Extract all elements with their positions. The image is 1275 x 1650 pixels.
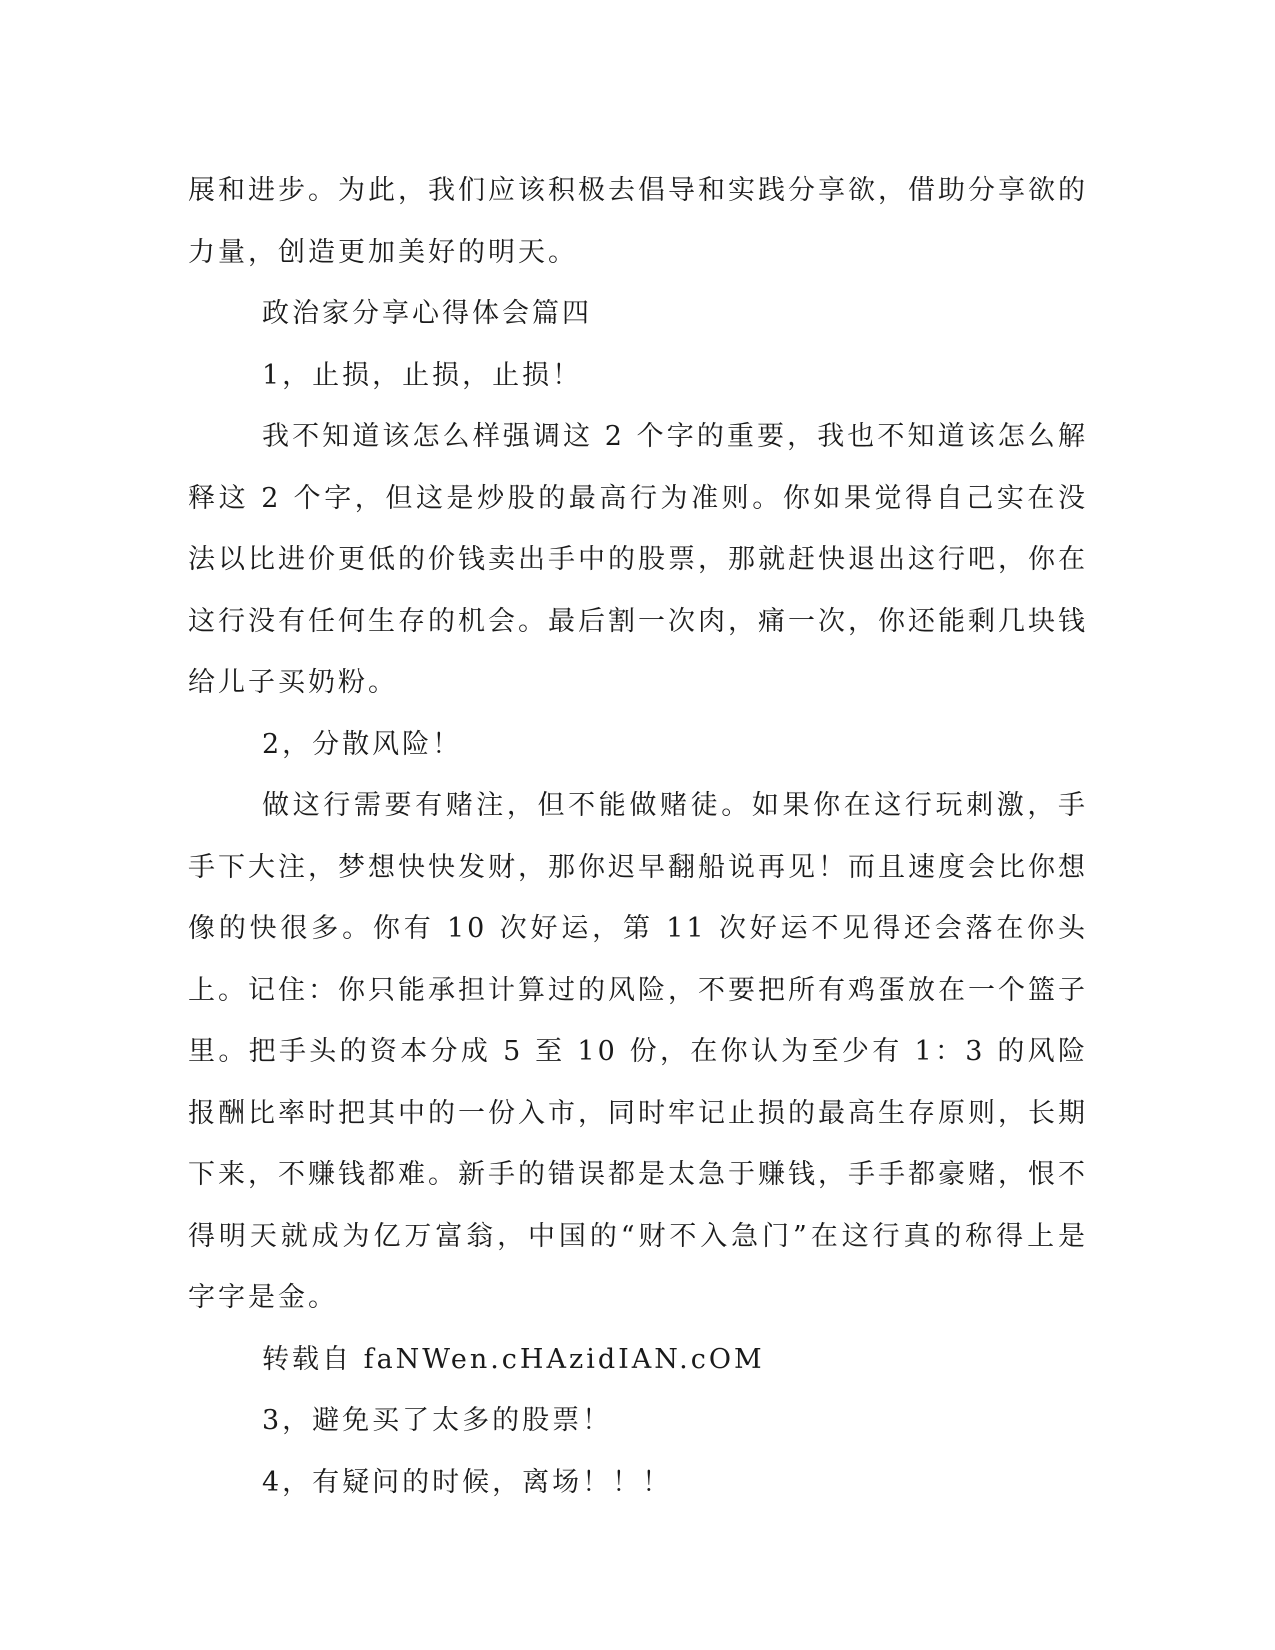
point-1-body: 我不知道该怎么样强调这 2 个字的重要，我也不知道该怎么解释这 2 个字，但这是炒股的最高行为准则。你如果觉得自己实在没法以比进价更低的价钱卖出手中的股票，那就赶快退出这行吧，你在这行没有任何生存的机会。最后割一次肉，痛一次，你还能剩几块钱给儿子买奶粉。 xyxy=(188,421,1088,698)
document-body xyxy=(188,160,1088,1513)
point-3-heading: 3，避免买了太多的股票！ xyxy=(262,1405,613,1436)
point-2-heading: 2，分散风险！ xyxy=(262,728,463,760)
paragraph-continuation: 展和进步。为此，我们应该积极去倡导和实践分享欲，借助分享欲的力量，创造更加美好的明天。 xyxy=(188,175,1088,268)
point-2-body: 做这行需要有赌注，但不能做赌徒。如果你在这行玩刺激，手手下大注，梦想快快发财，那你迟早翻船说再见！而且速度会比你想像的快很多。你有 10 次好运，第 11 次好运不见得还会落在你头上。记住：你只能承担计算过的风险，不要把所有鸡蛋放在一个篮子里。把手头的资本分成 5 至 10 份，在你认为至少有 1：3 的风险报酬比率时把其中的一份入市，同时牢记止损的最高生存原则，长期下来，不赚钱都难。新手的错误都是太急于赚钱，手手都豪赌，恨不得明天就成为亿万富翁，中国的“财不入急门”在这行真的称得上是字字是金。 xyxy=(188,790,1088,1313)
point-1-heading: 1，止损，止损，止损！ xyxy=(262,359,583,391)
point-4-heading: 4，有疑问的时候，离场！！！ xyxy=(262,1466,673,1498)
section-heading: 政治家分享心得体会篇四 xyxy=(262,298,592,329)
source-note: 转载自 faNWen.cHAzidIAN.cOM xyxy=(262,1343,765,1375)
